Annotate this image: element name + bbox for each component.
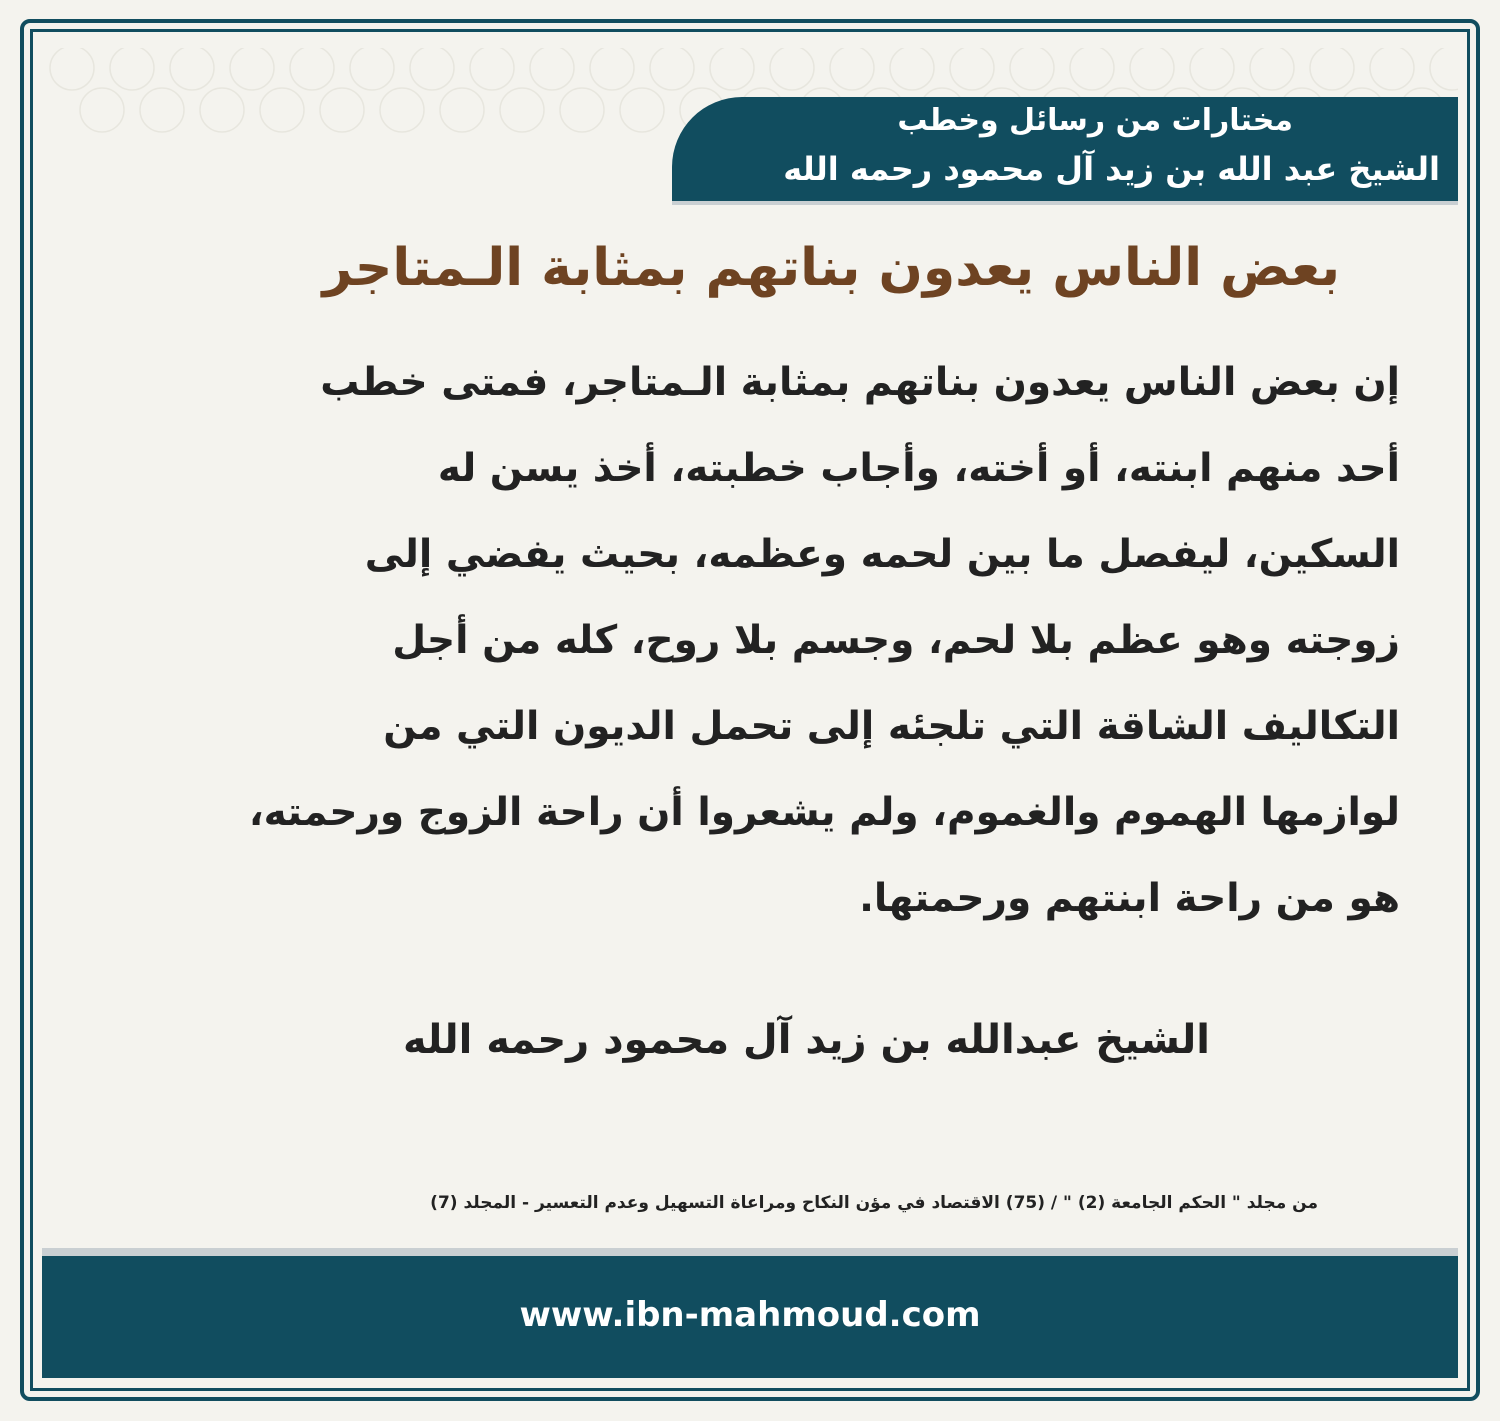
quote-line: إن بعض الناس يعدون بناتهم بمثابة الـمتاجر، فمتى خطب [320, 360, 1400, 405]
header-banner [672, 97, 1458, 201]
quote-line: أحد منهم ابنته، أو أخته، وأجاب خطبته، أخذ يسن له [437, 446, 1400, 491]
page-title: بعض الناس يعدون بناتهم بمثابة الـمتاجر [322, 238, 1340, 298]
quote-line: هو من راحة ابنتهم ورحمتها. [859, 876, 1400, 921]
quote-body [140, 340, 1400, 942]
quote-line: لوازمها الهموم والغموم، ولم يشعروا أن راحة الزوج ورحمته، [248, 790, 1400, 835]
quote-line: السكين، ليفصل ما بين لحمه وعظمه، بحيث يفضي إلى [364, 532, 1400, 577]
website-url[interactable]: www.ibn-mahmoud.com [519, 1295, 981, 1335]
header-series-title: مختارات من رسائل وخطب [897, 103, 1293, 138]
footer-bar [42, 1256, 1458, 1378]
header-author-name: الشيخ عبد الله بن زيد آل محمود رحمه الله [783, 150, 1440, 188]
source-citation: من مجلد " الحكم الجامعة (2) " / (75) الاقتصاد في مؤن النكاح ومراعاة التسهيل وعدم التعسير - المجلد (7) [430, 1193, 1318, 1213]
footer-divider [42, 1248, 1458, 1256]
author-signature: الشيخ عبدالله بن زيد آل محمود رحمه الله [403, 1017, 1210, 1063]
quote-line: زوجته وهو عظم بلا لحم، وجسم بلا روح، كله من أجل [392, 618, 1400, 663]
quote-line: التكاليف الشاقة التي تلجئه إلى تحمل الديون التي من [383, 704, 1400, 749]
